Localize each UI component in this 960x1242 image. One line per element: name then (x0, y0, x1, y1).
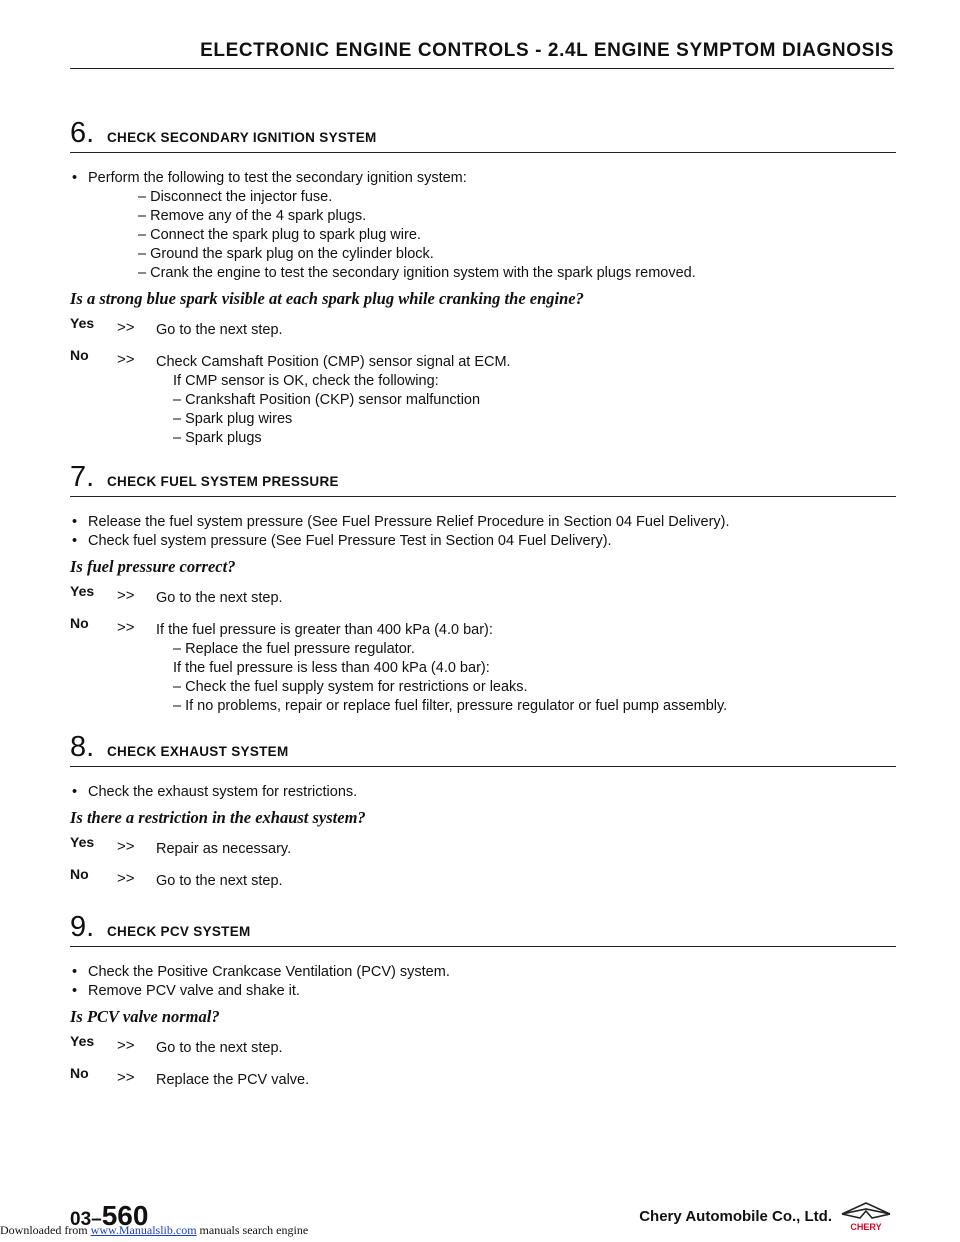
answer-line: – Check the fuel supply system for restrictions or leaks. (173, 679, 528, 695)
section-9 (70, 906, 896, 1091)
section-heading (70, 906, 896, 947)
section-8 (70, 726, 896, 892)
manualslib-link[interactable]: www.Manualslib.com (90, 1223, 197, 1237)
chery-logo-icon (838, 1200, 894, 1232)
sub-item: – Disconnect the injector fuse. (138, 189, 333, 205)
answer-line: – Replace the fuel pressure regulator. (173, 641, 415, 657)
diagnostic-question: Is there a restriction in the exhaust system? (70, 808, 366, 827)
answer-label: Yes (70, 1033, 95, 1049)
arrow-icon: >> (117, 838, 135, 855)
answer-label: No (70, 1065, 89, 1081)
answer-line: – If no problems, repair or replace fuel filter, pressure regulator or fuel pump assembly. (173, 698, 728, 714)
answer-label: Yes (70, 315, 95, 331)
bullet-text: Remove PCV valve and shake it. (88, 983, 300, 999)
download-notice (0, 1223, 308, 1238)
answer-yes (70, 834, 896, 860)
page-footer (0, 1200, 960, 1242)
answer-text (70, 872, 896, 891)
bullet-list (70, 169, 896, 283)
page-number-value: 560 (101, 1200, 149, 1231)
bullet-list (70, 513, 896, 551)
diagnostic-question: Is fuel pressure correct? (70, 557, 236, 576)
answer-text (70, 1039, 896, 1058)
header-title: ELECTRONIC ENGINE CONTROLS - 2.4L ENGINE SYMPTOM DIAGNOSIS (200, 40, 894, 61)
bullet-text: Check the exhaust system for restrictions. (88, 784, 358, 800)
answer-label: Yes (70, 834, 95, 850)
download-prefix: Downloaded from (0, 1223, 91, 1237)
page-header (70, 38, 894, 69)
section-title: CHECK EXHAUST SYSTEM (107, 744, 289, 759)
answer-yes (70, 583, 896, 609)
diagnostic-question: Is a strong blue spark visible at each spark plug while cranking the engine? (70, 289, 584, 308)
bullet-item (70, 783, 896, 802)
answer-text (70, 1071, 896, 1090)
section-number: 8. (70, 731, 95, 763)
answer-line: If CMP sensor is OK, check the following: (173, 373, 439, 389)
answer-label: No (70, 615, 89, 631)
bullet-text: Check fuel system pressure (See Fuel Pressure Test in Section 04 Fuel Delivery). (88, 533, 612, 549)
bullet-dot-icon: • (72, 170, 78, 186)
sub-item: – Connect the spark plug to spark plug wire. (138, 227, 421, 243)
answer-yes (70, 315, 896, 341)
arrow-icon: >> (117, 619, 135, 636)
answer-line: – Spark plugs (173, 430, 262, 446)
answer-no (70, 347, 896, 448)
page-prefix: 03– (70, 1209, 102, 1230)
bullet-list (70, 783, 896, 802)
diagnostic-question: Is PCV valve normal? (70, 1007, 220, 1026)
logo-text: CHERY (850, 1222, 882, 1232)
bullet-list (70, 963, 896, 1001)
section-title: CHECK PCV SYSTEM (107, 924, 251, 939)
answer-line: Go to the next step. (156, 590, 283, 606)
bullet-item (70, 982, 896, 1001)
answer-line: If the fuel pressure is greater than 400 kPa (4.0 bar): (156, 622, 493, 638)
arrow-icon: >> (117, 1069, 135, 1086)
bullet-dot-icon: • (72, 784, 78, 800)
section-heading (70, 456, 896, 497)
section-number: 9. (70, 911, 95, 943)
answer-no (70, 866, 896, 892)
section-title: CHECK FUEL SYSTEM PRESSURE (107, 474, 339, 489)
answer-label: No (70, 866, 89, 882)
arrow-icon: >> (117, 870, 135, 887)
bullet-dot-icon: • (72, 983, 78, 999)
section-number: 6. (70, 117, 95, 149)
arrow-icon: >> (117, 1037, 135, 1054)
bullet-item (70, 169, 896, 283)
answer-line: Replace the PCV valve. (156, 1072, 310, 1088)
sub-list (88, 188, 896, 283)
bullet-dot-icon: • (72, 533, 78, 549)
arrow-icon: >> (117, 587, 135, 604)
sub-item: – Remove any of the 4 spark plugs. (138, 208, 367, 224)
section-heading (70, 112, 896, 153)
answer-line: – Crankshaft Position (CKP) sensor malfunction (173, 392, 481, 408)
company-name: Chery Automobile Co., Ltd. (639, 1208, 832, 1225)
section-7 (70, 456, 896, 716)
answer-text (70, 589, 896, 608)
answer-yes (70, 1033, 896, 1059)
answer-line: If the fuel pressure is less than 400 kPa (4.0 bar): (173, 660, 490, 676)
answer-line: Go to the next step. (156, 1040, 283, 1056)
answer-label: Yes (70, 583, 95, 599)
sub-item: – Crank the engine to test the secondary ignition system with the spark plugs removed. (138, 265, 696, 281)
answer-text (70, 840, 896, 859)
bullet-text: Check the Positive Crankcase Ventilation (PCV) system. (88, 964, 450, 980)
section-title: CHECK SECONDARY IGNITION SYSTEM (107, 130, 377, 145)
answer-label: No (70, 347, 89, 363)
answer-line: – Spark plug wires (173, 411, 293, 427)
answer-line: Go to the next step. (156, 322, 283, 338)
answer-no (70, 615, 896, 716)
section-heading (70, 726, 896, 767)
bullet-item (70, 532, 896, 551)
arrow-icon: >> (117, 319, 135, 336)
bullet-text: Release the fuel system pressure (See Fuel Pressure Relief Procedure in Section 04 Fuel Delivery). (88, 514, 730, 530)
answer-text (70, 621, 896, 716)
answer-no (70, 1065, 896, 1091)
bullet-item (70, 513, 896, 532)
sub-item: – Ground the spark plug on the cylinder block. (138, 246, 434, 262)
section-6 (70, 112, 896, 448)
bullet-dot-icon: • (72, 964, 78, 980)
answer-line: Go to the next step. (156, 873, 283, 889)
answer-text (70, 353, 896, 448)
answer-line: Repair as necessary. (156, 841, 292, 857)
arrow-icon: >> (117, 351, 135, 368)
bullet-item (70, 963, 896, 982)
bullet-text: Perform the following to test the secondary ignition system: (88, 170, 467, 186)
answer-text (70, 321, 896, 340)
answer-line: Check Camshaft Position (CMP) sensor signal at ECM. (156, 354, 511, 370)
bullet-dot-icon: • (72, 514, 78, 530)
download-suffix: manuals search engine (196, 1223, 309, 1237)
section-number: 7. (70, 461, 95, 493)
